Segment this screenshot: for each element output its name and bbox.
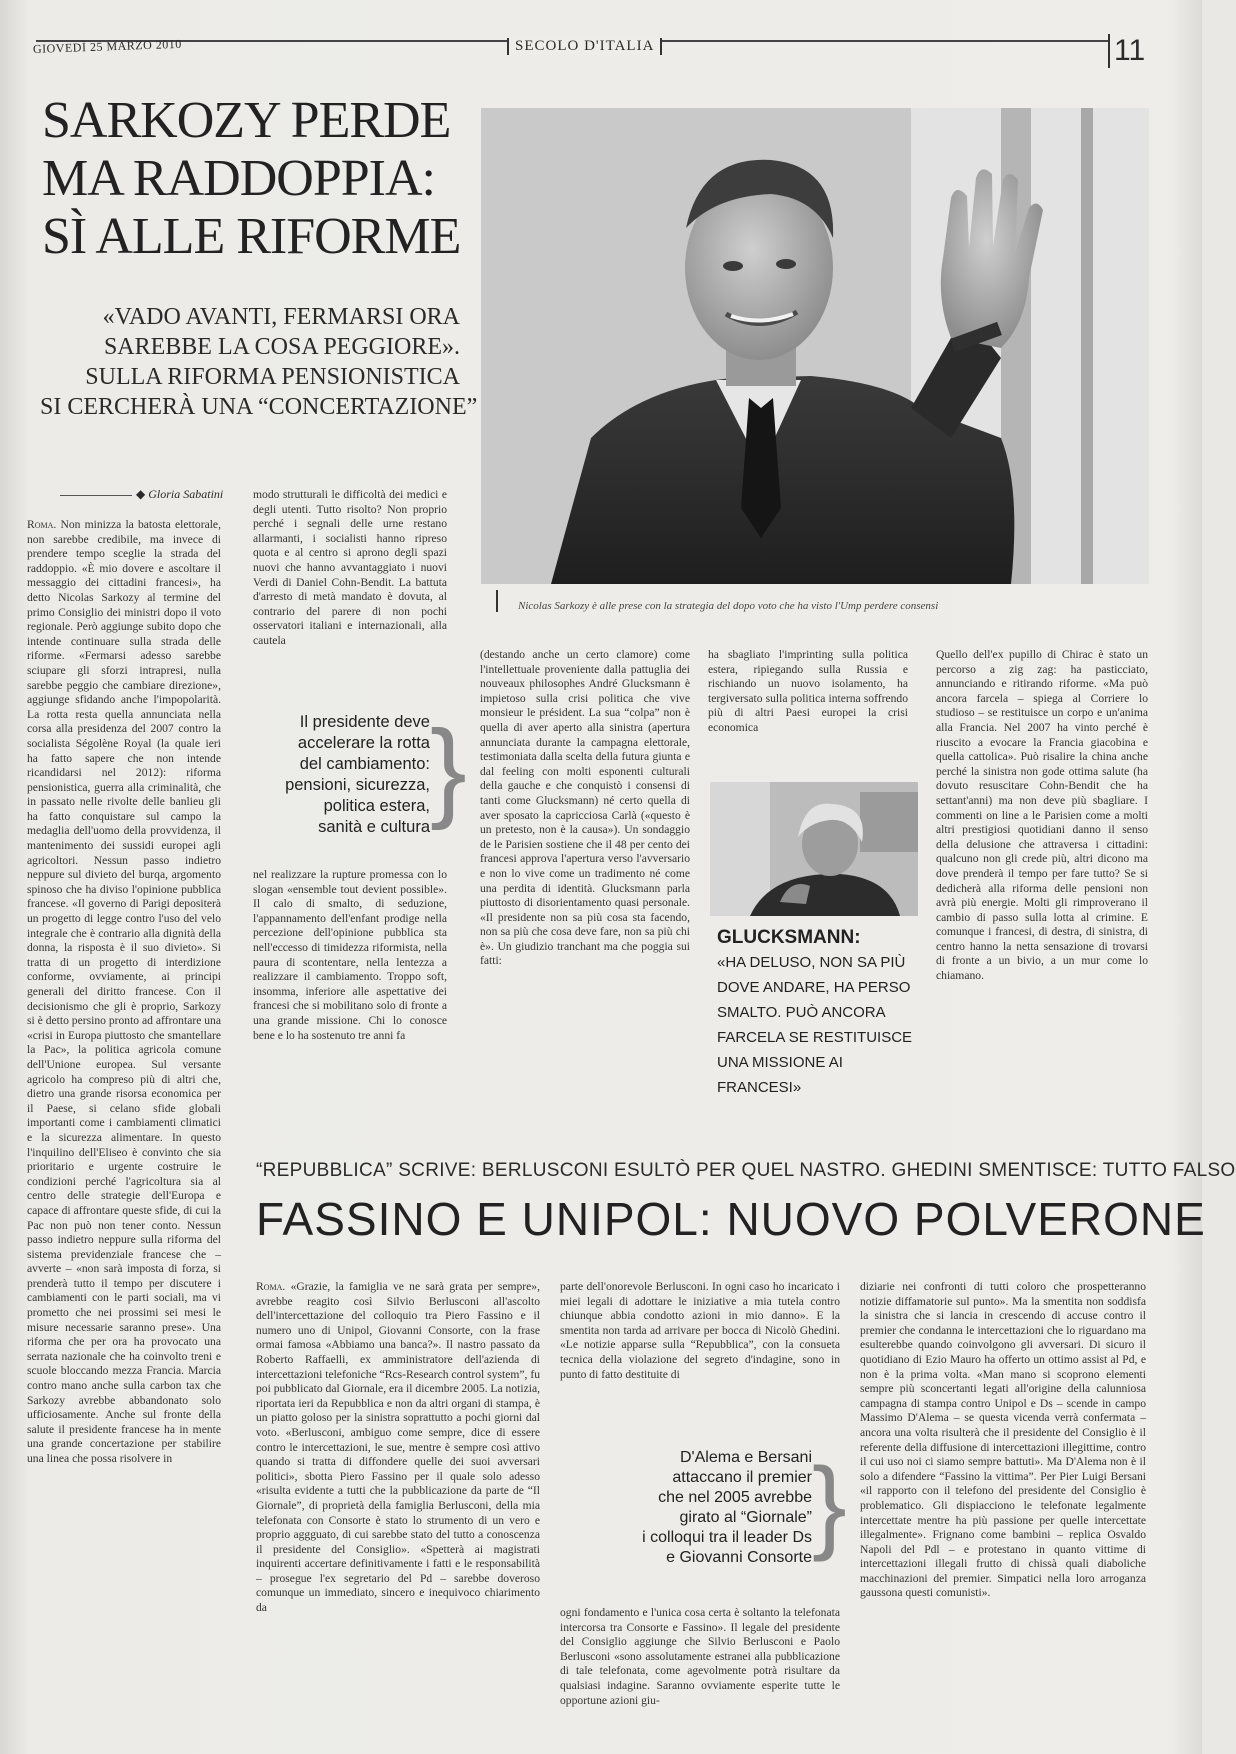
article2-column-2-top bbox=[560, 1280, 840, 1412]
article1-deck bbox=[40, 302, 478, 422]
sarkozy-photo bbox=[481, 108, 1149, 584]
deck-line: «VADO AVANTI, FERMARSI ORA bbox=[102, 304, 460, 330]
pull-quote-line: girato al “Giornale” bbox=[679, 1509, 812, 1526]
page-number: 11 bbox=[1108, 34, 1145, 68]
caption-rule bbox=[496, 590, 498, 612]
article2-headline: FASSINO E UNIPOL: NUOVO POLVERONE bbox=[256, 1193, 1206, 1245]
article2-body-text: ogni fondamento e l'unica cosa certa è soltanto la telefonata intercorsa tra Consorte e Fassino». Il legale del presidente del Consiglio aggiunge che Silvio Berlusconi e Paolo Berlusconi «sono assolutamente estranei alla pubblicazione di tale telefonata, come agevolmente potrà risultare da qualsiasi indagine. Saranno ovviamente esperite tutte le opportune azioni giu- bbox=[560, 1606, 840, 1707]
article2-column-2-bottom bbox=[560, 1606, 840, 1740]
article2-column-1 bbox=[256, 1280, 540, 1740]
byline-author: Gloria Sabatini bbox=[148, 487, 224, 501]
photo-caption: Nicolas Sarkozy è alle prese con la strategia del dopo voto che ha visto l'Ump perdere consensi bbox=[518, 600, 939, 612]
headline-line: SÌ ALLE RIFORME bbox=[42, 208, 461, 265]
pull-quote-line: D'Alema e Bersani bbox=[680, 1449, 812, 1466]
article2-column-3 bbox=[860, 1280, 1146, 1740]
pull-quote-line: Il presidente deve bbox=[299, 713, 430, 731]
article1-body-text: (destando anche un certo clamore) come l'intellettuale proveniente dalla pattuglia dei nouveaux philosophes André Glucksmann è impietoso sulla crisi politica che vive monsieur le président. La sua “colpa” non è quella di aver aperto alla sinistra (apertura annunciata durante la campagna elettorale, testimoniata dalla scelta della futura giunta e dal feeling con molti esponenti culturali della gauche e che conquistò i consensi di tanti come Glucksmann) né certo quella di aver sposato la capricciosa Carlà («questo è un pretesto, non è la causa»). Un sondaggio de le Parisien sostiene che il 48 per cento dei francesi approva l'apertura verso l'avversario e non lo vive come un tradimento né come una perdita di identità. Glucksmann parla piuttosto di disorientamento quasi personale. «Il presidente non sa più cosa sta facendo, non sa più che cosa deve fare, non sa più chi è». Un giudizio tranchant ma che poggia sui fatti: bbox=[480, 648, 690, 968]
article2-pull-quote bbox=[590, 1448, 812, 1568]
article1-headline bbox=[42, 92, 472, 266]
glucksmann-quote-box bbox=[717, 925, 927, 1100]
article1-body-text: modo strutturali le difficoltà dei medici e degli utenti. Tutto risolto? Non proprio perché i segnali delle urne restano allarmanti, i socialisti hanno ripreso quota e al centro si aprono degli spazi nuovi che hanno avvantaggiato i nuovi Verdi di Daniel Cohn-Bendit. La battuta d'arresto di metà mandato è dovuta, al contrario del parere di non pochi osservatori italiani e internazionali, alla cautela bbox=[253, 488, 447, 647]
headline-line: MA RADDOPPIA: bbox=[42, 150, 435, 207]
article1-column-5 bbox=[936, 648, 1148, 1100]
pull-quote-line: del cambiamento: bbox=[299, 755, 430, 773]
masthead-date: GIOVEDÌ 25 MARZO 2010 bbox=[32, 36, 182, 56]
article2-body-text: «Grazie, la famiglia ve ne sarà grata per sempre», avrebbe reagito così Silvio Berlusconi all'ascolto dell'intercettazione del colloquio tra Piero Fassino e il numero uno di Unipol, Giovanni Consorte, con la frase ormai famosa «Abbiamo una banca?». Il nastro passato da Roberto Raffaelli, ex amministratore dell'azienda di intercettazioni telefoniche “Rcs-Research control system”, fu poi pubblicato dal Giornale, era il dicembre 2005. La notizia, riportata ieri da Repubblica e non da altri organi di stampa, è un piatto goloso per la sinistra soprattutto a pochi giorni dal voto. «Berlusconi, ambiguo come sempre, dice di essere contro le intercettazioni, le sue, mentre è sempre così attivo quando si tratta di diffondere quelle dei suoi avversari politici», sbotta Piero Fassino per il quale solo adesso «risulta evidente a tutti che la pubblicazione da parte de “Il Giornale”, di proprietà della famiglia Berlusconi, della mia telefonata con Consorte è stato lo strumento di un vero e proprio aggguato, di cui sarebbe stato del tutto a conoscenza il presidente del Consiglio». «Spetterà ai magistrati inquirenti accertare definitivamente i fatti e le responsabilità – prosegue l'ex segretario del Pd – sarebbe doveroso comunque un immediato, sincero e inequivoco chiarimento da bbox=[256, 1280, 540, 1615]
byline-rule bbox=[60, 495, 132, 496]
glucksmann-illustration bbox=[710, 782, 918, 916]
deck-line: SULLA RIFORMA PENSIONISTICA bbox=[85, 364, 460, 390]
article1-column-3 bbox=[480, 648, 690, 1100]
article1-column-4 bbox=[708, 648, 908, 734]
article1-body-text: nel realizzare la rupture promessa con lo slogan «ensemble tout devient possible». Il calo di smalto, di seduzione, l'appannamento dell'enfant prodige nella percezione dell'opinione pubblica sta nell'eccesso di timidezza riformista, nella paura di scontentare, nella lentezza a realizzare il cambiamento. Troppo soft, insomma, inferiore alle aspettative dei francesi che si mobilitano solo di fronte a una grande missione. Chi lo conosce bene e lo ha sostenuto tre anni fa bbox=[253, 868, 447, 1042]
dateline: Roma. bbox=[256, 1280, 286, 1293]
pull-quote-brace-icon: } bbox=[430, 708, 467, 831]
dateline: Roma. bbox=[27, 518, 57, 531]
article1-body-text: Quello dell'ex pupillo di Chirac è stato un percorso a zig zag: ha pasticciato, annunciando e ritirando riforme. «Ma può ancora farcela – spiega al Corriere lo studioso – se restituisce un corpo e un'anima alla Francia. Nel 2007 ha vinto perché è riuscito a evocare la Francia giacobina e quella cattolica». Può risalire la china anche perché la sinistra non gode ottima salute (ha dovuto resuscitare Cohn-Bendit che ha settant'anni) ma non deve più sbagliare. I commenti on line a le Parisien come a molti altri prestigiosi quotidiani danno il senso della delusione che attraversa i cittadini: qualcuno non gli crede più, altri dicono ma dove prenderà il tempo per fare tutto? Se si dedicherà alla riforma delle pensioni non avrà più energie. Molti gli rimproverano il cambio di passo sulla lotta al crimine. E comunque i francesi, di destra, di sinistra, di centro hanno la netta sensazione di trovarsi di fronte a un bivio, a un mur come lo chiamano. bbox=[936, 648, 1148, 983]
article2-kicker: “REPUBBLICA” SCRIVE: BERLUSCONI ESULTÒ PER QUEL NASTRO. GHEDINI SMENTISCE: TUTTO FALSO bbox=[256, 1160, 1236, 1181]
article1-column-2-top bbox=[253, 488, 447, 647]
portrait-illustration bbox=[481, 108, 1149, 584]
article2-body-text: parte dell'onorevole Berlusconi. In ogni caso ho incaricato i miei legali di adottare le iniziative a mia tutela contro chiunque abbia condotto azioni in mio danno». E la smentita non tarda ad arrivare per bocca di Nicolò Ghedini. «Le notizie apparse sulla “Repubblica”, con la consueta tecnica della violazione del segreto d'indagine, sono in punto di fatto destituite di bbox=[560, 1280, 840, 1381]
article1-body-text: ha sbagliato l'imprinting sulla politica estera, ripiegando sulla Russia e rischiando un nuovo isolamento, ha tergiversato sulla politica interna soffrendo più di altri Paesi europei la crisi economica bbox=[708, 648, 908, 734]
glucksmann-quote: «HA DELUSO, NON SA PIÙ DOVE ANDARE, HA PERSO SMALTO. PUÒ ANCORA FARCELA SE RESTITUISCE UNA MISSIONE AI FRANCESI» bbox=[717, 954, 913, 1096]
article2-body-text: diziarie nei confronti di tutti coloro che prospetteranno notizie diffamatorie sul punto». Ma la smentita non soddisfa la sinistra che si lancia in crescendo di accuse contro il premier che condanna le intercettazioni che lo riguardano ma esulterebbe quando coinvolgono gli avversari. Di sicuro il quotidiano di Ezio Mauro ha offerto un ottimo assist al Pd, e non è la prima volta. «Man mano si scoprono elementi sempre più sconcertanti legati all'origine della calunniosa campagna di stampa contro Unipol e Ds – scende in campo Massimo D'Alema – se questa vicenda verrà confermata – ancora una volta risulterà che il presidente del Consiglio è il referente della diffusione di intercettazioni illegittime, contro il cui uso noi ci siamo sempre battuti». Ma D'Alema non è il solo a difendere “Fassino la vittima”. Per Pier Luigi Bersani «il rapporto con il telefono del presidente del Consiglio è problematico. Gli dispiacciono le telefonate legalmente intercettate mentre ha più passione per quelle intercettate illegalmente». Frignano come bambini – replica Osvaldo Napoli del Pdl – e protestano in quanto vittime di intercettazioni illegali frutto di chissà quali diaboliche macchinazioni del premier. Simpatici nella loro arroganza gaussona questi comunisti». bbox=[860, 1280, 1146, 1600]
pull-quote-line: pensioni, sicurezza, bbox=[285, 776, 430, 794]
pull-quote-line: accelerare la rotta bbox=[297, 734, 430, 752]
pull-quote-line: politica estera, bbox=[323, 797, 430, 815]
headline-line: SARKOZY PERDE bbox=[42, 92, 451, 149]
glucksmann-name: GLUCKSMANN: bbox=[717, 927, 861, 948]
glucksmann-photo bbox=[710, 782, 918, 916]
masthead-publication: SECOLO D'ITALIA bbox=[507, 38, 662, 55]
pull-quote-line: e Giovanni Consorte bbox=[666, 1549, 812, 1566]
article1-pull-quote bbox=[258, 712, 430, 838]
pull-quote-line: che nel 2005 avrebbe bbox=[658, 1489, 812, 1506]
deck-line: SAREBBE LA COSA PEGGIORE». bbox=[103, 334, 460, 360]
article1-body-text: Non minizza la batosta elettorale, non sarebbe credibile, ma invece di prendere tempo sceglie la strada del raddoppio. «È mio dovere e ascoltare il messaggio dei cittadini francesi», ha detto Nicolas Sarkozy al termine del primo Consiglio dei ministri dopo il voto regionale. Però aggiunge subito dopo che intende continuare sulla strada delle riforme. «Fermarsi adesso sarebbe sciupare gli sforzi intrapresi, nulla sarebbe peggio che cambiare direzione», aggiunge sfidando anche l'impopolarità. La rotta resta quella annunciata nella corsa alla presidenza del 2007 contro la socialista Ségolène Royal (la quale ieri ha fatto sapere che non intende ricandidarsi nel 2012): riforma pensionistica, guerra alla criminalità, che in passato nelle rivolte delle banlieu gli ha fatto conquistare sul campo la medaglia dell'uomo della provvidenza, il mantenimento dei sussidi europei agli agricoltori. Nessun passo indietro neppure sul divieto del burqa, argomento spinoso che ha diviso l'opinione pubblica francese. «Il governo di Parigi depositerà un progetto di legge contro l'uso del velo integrale che è contrario alla dignità della donna, la risposta è il suo divieto». Si tratta di un progetto di interdizione conforme, ovviamente, ai principi generali del diritto francese. Con il decisionismo che gli è proprio, Sarkozy si è detto persino pronto ad affrontare una «crisi in Europa piuttosto che smantellare la Pac», la politica agricola comune dell'Unione europea. Sul versante agricolo ha compreso più di altri che, dietro una grande risorsa economica per il Paese, si celano sfide globali importanti come i cambiamenti climatici e la sicurezza alimentare. In questo l'inquilino dell'Eliseo è convinto che sia prioritario e urgente costruire le condizioni perché l'agricoltura sia al centro delle strategie dell'Europa e capace di affrontare queste sfide, di cui la Pac non può non tener conto. Nessun passo indietro neppure sulla riforma del sistema previdenziale francese che – avverte – «non sarà imposta di forza, si prenderà tutto il tempo per discutere i cambiamenti con le parti sociali, ma vi prometto che nei prossimi sei mesi le misure necessarie saranno prese». Una riforma che per ora ha provocato una serrata nazionale che ha coinvolto treni e scuole bloccando mezza Francia. Marcia contro mano anche sulla carbon tax che Sarkozy avrebbe abbandonato solo ufficiosamente. Anche sul fronte della salute il presidente francese ha in mente una grande concertazione per stabilire una linea che possa risolvere in bbox=[27, 518, 221, 1465]
pull-quote-brace-icon: } bbox=[812, 1447, 847, 1563]
pull-quote-line: sanità e cultura bbox=[318, 818, 430, 836]
article1-column-1 bbox=[27, 518, 221, 1740]
pull-quote-line: attaccano il premier bbox=[672, 1469, 812, 1486]
deck-line: SI CERCHERÀ UNA “CONCERTAZIONE” bbox=[40, 394, 478, 420]
article1-column-2-bottom bbox=[253, 868, 447, 1104]
byline: ◆ Gloria Sabatini bbox=[136, 487, 224, 501]
pull-quote-line: i colloqui tra il leader Ds bbox=[642, 1529, 812, 1546]
